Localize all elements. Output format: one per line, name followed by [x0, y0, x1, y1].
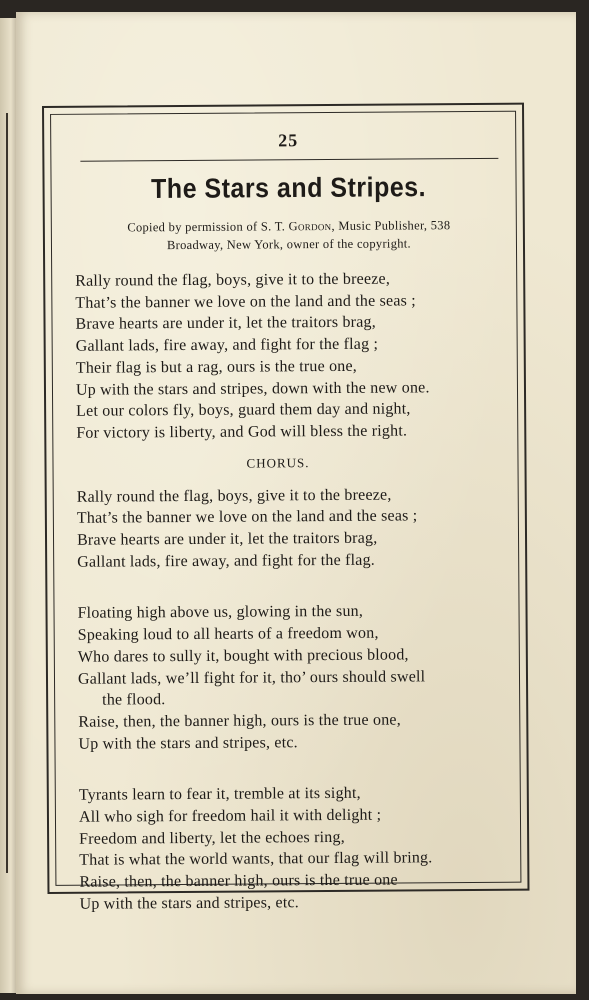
verse-line: All who sigh for freedom hail it with delight ;	[78, 806, 382, 826]
header-rule	[80, 158, 498, 162]
verse-line: That is what the world wants, that our flag will bring.	[79, 849, 433, 870]
verse-line: That’s the banner we love on the land and the seas ;	[75, 292, 416, 312]
verse-line: Raise, then, the banner high, ours is the true one	[79, 871, 398, 891]
verse-line: Brave hearts are under it, let the traitors brag,	[75, 314, 376, 334]
copyright-suffix: , Music Publisher, 538	[331, 218, 451, 233]
stanza-2	[77, 600, 506, 755]
page-number: 25	[278, 130, 299, 151]
verse-line: Gallant lads, we’ll fight for it, tho’ ours should swell	[77, 667, 426, 688]
copyright-line-2: Broadway, New York, owner of the copyright.	[166, 236, 412, 253]
verse-line: Freedom and liberty, let the echoes ring,	[79, 828, 345, 848]
page-content	[74, 129, 508, 928]
verse-line: Gallant lads, fire away, and fight for the flag ;	[75, 335, 379, 355]
stanza-1	[75, 268, 504, 445]
verse-line: Raise, then, the banner high, ours is the true one,	[78, 711, 401, 731]
verse-line: Up with the stars and stripes, etc.	[78, 733, 298, 753]
publisher-name: Gordon	[288, 218, 332, 234]
stanza-3	[79, 782, 508, 915]
verse-line: Let our colors fly, boys, guard them day and night,	[76, 400, 411, 420]
chorus-label: CHORUS.	[246, 454, 310, 471]
chorus-line: Gallant lads, fire away, and fight for the flag.	[77, 551, 376, 571]
facing-page-border	[0, 113, 8, 873]
verse-line: Tyrants learn to fear it, tremble at its sight,	[78, 785, 361, 805]
chorus-line: That’s the banner we love on the land and the seas ;	[76, 507, 418, 528]
copyright-prefix: Copied by permission of S. T.	[127, 219, 286, 235]
verse-line: the flood.	[102, 691, 166, 709]
verse-line: Up with the stars and stripes, etc.	[79, 894, 300, 913]
verse-line: Speaking loud to all hearts of a freedom won,	[77, 624, 379, 644]
verse-line: For victory is liberty, and God will bless the right.	[76, 422, 408, 442]
verse-line: Up with the stars and stripes, down with the new one.	[75, 378, 430, 399]
copyright-notice	[75, 216, 503, 255]
chorus-line: Brave hearts are under it, let the traitors brag,	[76, 529, 378, 549]
chorus-line: Rally round the flag, boys, give it to the breeze,	[76, 486, 392, 506]
verse-line: Floating high above us, glowing in the sun,	[77, 603, 364, 623]
chorus	[77, 483, 506, 573]
verse-line: Their flag is but a rag, ours is the true one,	[75, 357, 358, 377]
verse-line: Rally round the flag, boys, give it to the breeze,	[75, 270, 391, 290]
song-title: The Stars and Stripes.	[150, 171, 427, 205]
book-page	[16, 12, 576, 994]
verse-line: Who dares to sully it, bought with precious blood,	[77, 646, 409, 666]
page-border-outer	[42, 103, 529, 913]
